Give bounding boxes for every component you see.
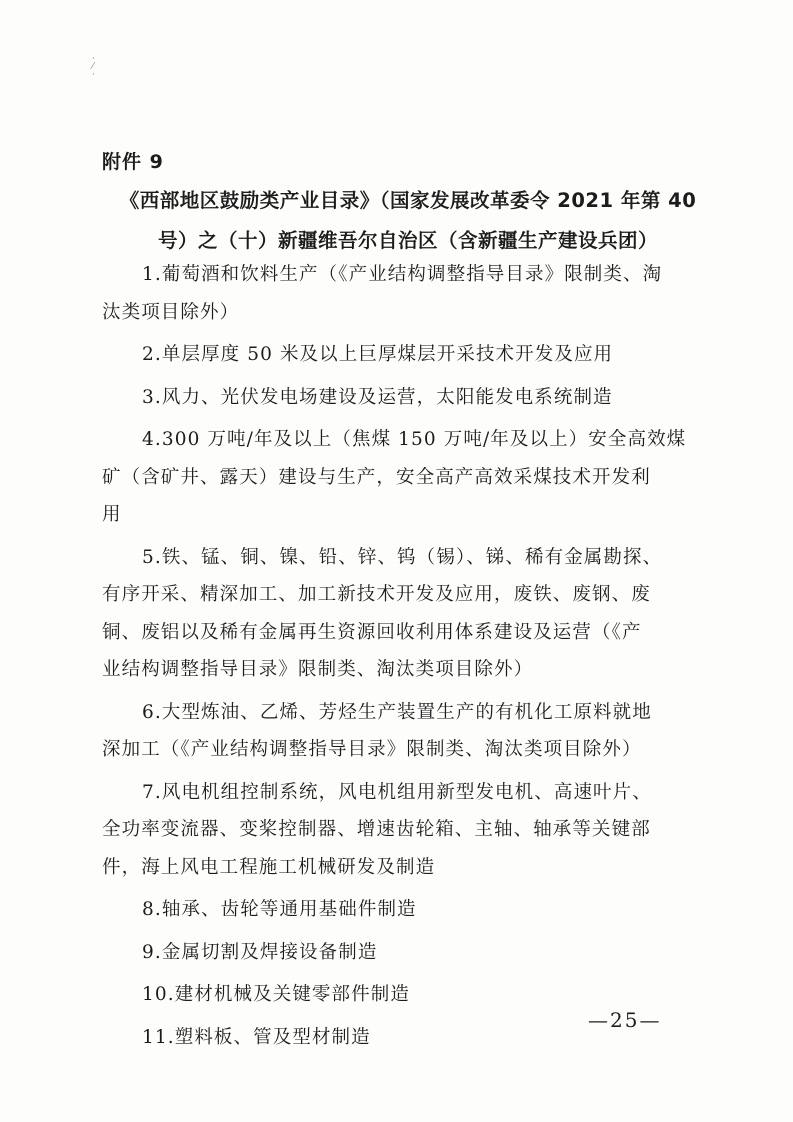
item-line: 用 [102, 504, 122, 525]
item-line: 2.单层厚度 50 米及以上巨厚煤层开采技术开发及应用 [142, 344, 614, 365]
item-line: 7.风电机组控制系统，风电机组用新型发电机、高速叶片、 [142, 781, 652, 803]
item-line: 汰类项目除外） [102, 301, 240, 323]
item-line: 全功率变流器、变桨控制器、增速齿轮箱、主轴、轴承等关键部 [102, 819, 651, 840]
item-line: 4.300 万吨/年及以上（焦煤 150 万吨/年及以上）安全高效煤 [142, 429, 687, 450]
item-line: 10.建材机械及关键零部件制造 [142, 984, 410, 1005]
item-line: 1.葡萄酒和饮料生产（《产业结构调整指导目录》限制类、淘 [142, 264, 663, 285]
item-line: 深加工（《产业结构调整指导目录》限制类、淘汰类项目除外） [102, 739, 642, 760]
title-line: 《西部地区鼓励类产业目录》（国家发展改革委令 2021 年第 40 [119, 189, 697, 212]
item-line: 8.轴承、齿轮等通用基础件制造 [142, 899, 417, 920]
item-line: 有序开采、精深加工、加工新技术开发及应用，废铁、废钢、废 [102, 584, 651, 605]
list-item [102, 379, 702, 417]
list-item [102, 934, 702, 972]
item-line: 11.塑料板、管及型材制造 [142, 1026, 371, 1048]
document-title [98, 181, 718, 261]
item-line: 矿（含矿井、露天）建设与生产，安全高产高效采煤技术开发利 [102, 466, 651, 488]
page-number: —25— [588, 1008, 662, 1032]
item-line: 3.风力、光伏发电场建设及运营，太阳能发电系统制造 [142, 386, 613, 408]
item-line: 9.金属切割及焊接设备制造 [142, 941, 378, 963]
item-line: 6.大型炼油、乙烯、芳烃生产装置生产的有机化工原料就地 [142, 701, 652, 723]
list-item [102, 774, 702, 887]
item-line: 件，海上风电工程施工机械研发及制造 [102, 856, 436, 878]
item-line: 铜、废铝以及稀有金属再生资源回收利用体系建设及运营（《产 [102, 621, 642, 643]
item-list [102, 256, 702, 1056]
list-item [102, 539, 702, 689]
list-item [102, 891, 702, 929]
list-item [102, 256, 702, 331]
title-line: 号）之（十）新疆维吾尔自治区（含新疆生产建设兵团） [157, 229, 658, 252]
list-item [102, 694, 702, 769]
item-line: 5.铁、锰、铜、镍、铅、锌、钨（锡）、锑、稀有金属勘探、 [142, 546, 663, 568]
item-line: 业结构调整指导目录》限制类、淘汰类项目除外） [102, 659, 534, 680]
scan-mark: · ⁄ · [92, 54, 95, 80]
list-item [102, 336, 702, 374]
list-item [102, 421, 702, 534]
attachment-label: 附件 9 [102, 151, 164, 173]
